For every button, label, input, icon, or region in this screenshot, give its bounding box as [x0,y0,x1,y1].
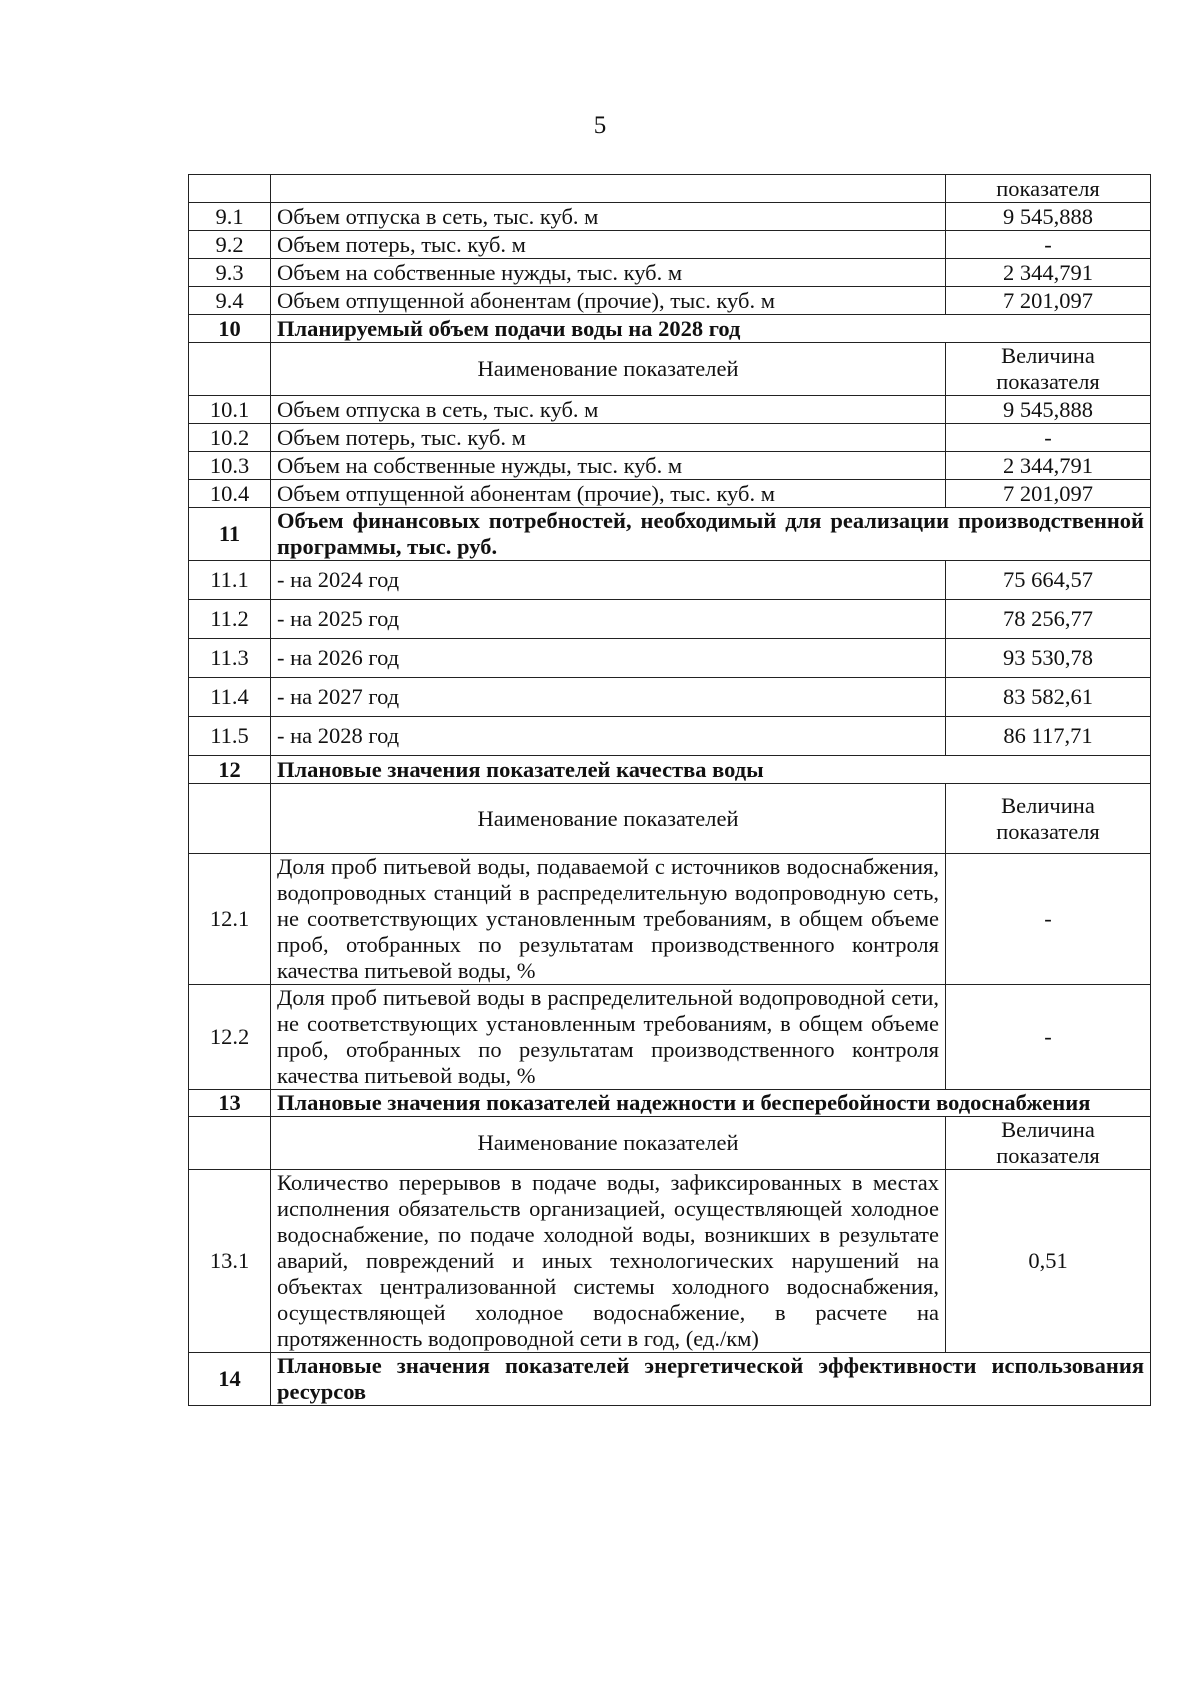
section-row [189,756,1151,784]
table-row [189,287,1151,315]
value-header [946,343,1151,396]
row-name: - на 2024 год [271,561,946,600]
table-row [189,396,1151,424]
value-header [946,784,1151,854]
row-name: - на 2027 год [271,678,946,717]
row-name: Доля проб питьевой воды, подаваемой с источников водоснабжения, водопроводных станций в распределительную водопроводную сеть, не соответствующих установленным требованиям, в общем объеме проб, отобранных по результатам производственного контроля качества питьевой воды, % [271,854,946,985]
row-number: 12.1 [189,854,271,985]
row-value: 78 256,77 [946,600,1151,639]
section-title: Плановые значения показателей качества воды [271,756,1151,784]
row-name: Объем на собственные нужды, тыс. куб. м [271,259,946,287]
table-row [189,854,1151,985]
row-value: 7 201,097 [946,480,1151,508]
row-name: Объем отпуска в сеть, тыс. куб. м [271,203,946,231]
row-value: - [946,985,1151,1090]
row-value: 86 117,71 [946,717,1151,756]
table-row [189,175,1151,203]
name-header: Наименование показателей [271,1117,946,1170]
row-number: 11.2 [189,600,271,639]
row-number: 10.3 [189,452,271,480]
table-row [189,203,1151,231]
row-name: - на 2028 год [271,717,946,756]
name-header: Наименование показателей [271,784,946,854]
section-title: Объем финансовых потребностей, необходимый для реализации производственной программы, тыс. руб. [271,508,1151,561]
row-number: 13.1 [189,1170,271,1353]
value-header-line-2: показателя [996,1143,1100,1168]
row-name: Объем на собственные нужды, тыс. куб. м [271,452,946,480]
row-value: 9 545,888 [946,203,1151,231]
table-row [189,678,1151,717]
table-row [189,452,1151,480]
table-row [189,639,1151,678]
row-number: 10.4 [189,480,271,508]
row-value: 7 201,097 [946,287,1151,315]
row-name: Объем отпущенной абонентам (прочие), тыс. куб. м [271,480,946,508]
row-value: 9 545,888 [946,396,1151,424]
table-row [189,717,1151,756]
table-row [189,259,1151,287]
header-row [189,1117,1151,1170]
row-value: - [946,231,1151,259]
section-number: 13 [189,1090,271,1117]
row-number: 9.2 [189,231,271,259]
section-row [189,1353,1151,1406]
table-row [189,1170,1151,1353]
section-number: 12 [189,756,271,784]
table-row [189,600,1151,639]
page-number: 5 [593,112,607,139]
value-header-line-2: показателя [996,818,1100,844]
row-name: Объем потерь, тыс. куб. м [271,424,946,452]
row-name: Объем потерь, тыс. куб. м [271,231,946,259]
section-title: Плановые значения показателей энергетической эффективности использования ресурсов [271,1353,1151,1406]
table-row [189,480,1151,508]
row-value: 2 344,791 [946,452,1151,480]
row-number: 9.4 [189,287,271,315]
row-value: 75 664,57 [946,561,1151,600]
value-header-line-1: Величина [1001,343,1095,368]
row-number: 10.1 [189,396,271,424]
value-header-cell: показателя [946,175,1151,203]
row-number: 11.4 [189,678,271,717]
row-number: 10.2 [189,424,271,452]
row-number: 11.5 [189,717,271,756]
row-name: Объем отпущенной абонентам (прочие), тыс. куб. м [271,287,946,315]
row-number: 9.3 [189,259,271,287]
section-number: 10 [189,315,271,343]
table-row [189,424,1151,452]
table-row [189,561,1151,600]
row-name: Количество перерывов в подаче воды, зафиксированных в местах исполнения обязательств организацией, осуществляющей холодное водоснабжение, по подаче холодной воды, возникших в результате аварий, повреждений и иных технологических нарушений на объектах централизованной системы холодного водоснабжения, осуществляющей холодное водоснабжение, в расчете на протяженность водопроводной сети в год, (ед./км) [271,1170,946,1353]
section-row [189,1090,1151,1117]
row-value: 93 530,78 [946,639,1151,678]
row-name: - на 2025 год [271,600,946,639]
section-title: Планируемый объем подачи воды на 2028 год [271,315,1151,343]
value-header-line-1: Величина [1001,1117,1095,1142]
section-row [189,508,1151,561]
section-row [189,315,1151,343]
row-value: 83 582,61 [946,678,1151,717]
number-cell [189,784,271,854]
row-name: Доля проб питьевой воды в распределительной водопроводной сети, не соответствующих установленным требованиям, в общем объеме проб, отобранных по результатам производственного контроля качества питьевой воды, % [271,985,946,1090]
row-number: 12.2 [189,985,271,1090]
row-name: Объем отпуска в сеть, тыс. куб. м [271,396,946,424]
value-header-line-1: Величина [1001,792,1095,818]
section-number: 14 [189,1353,271,1406]
row-value: - [946,424,1151,452]
table-row [189,231,1151,259]
number-cell [189,175,271,203]
row-value: 0,51 [946,1170,1151,1353]
row-number: 9.1 [189,203,271,231]
row-value: 2 344,791 [946,259,1151,287]
number-cell [189,343,271,396]
header-row [189,343,1151,396]
name-cell [271,175,946,203]
number-cell [189,1117,271,1170]
row-value: - [946,854,1151,985]
table-row [189,985,1151,1090]
value-header [946,1117,1151,1170]
row-number: 11.3 [189,639,271,678]
indicators-table [188,174,1151,1406]
row-number: 11.1 [189,561,271,600]
header-row [189,784,1151,854]
section-title: Плановые значения показателей надежности и бесперебойности водоснабжения [271,1090,1151,1117]
name-header: Наименование показателей [271,343,946,396]
value-header-line-2: показателя [996,369,1100,394]
row-name: - на 2026 год [271,639,946,678]
section-number: 11 [189,508,271,561]
